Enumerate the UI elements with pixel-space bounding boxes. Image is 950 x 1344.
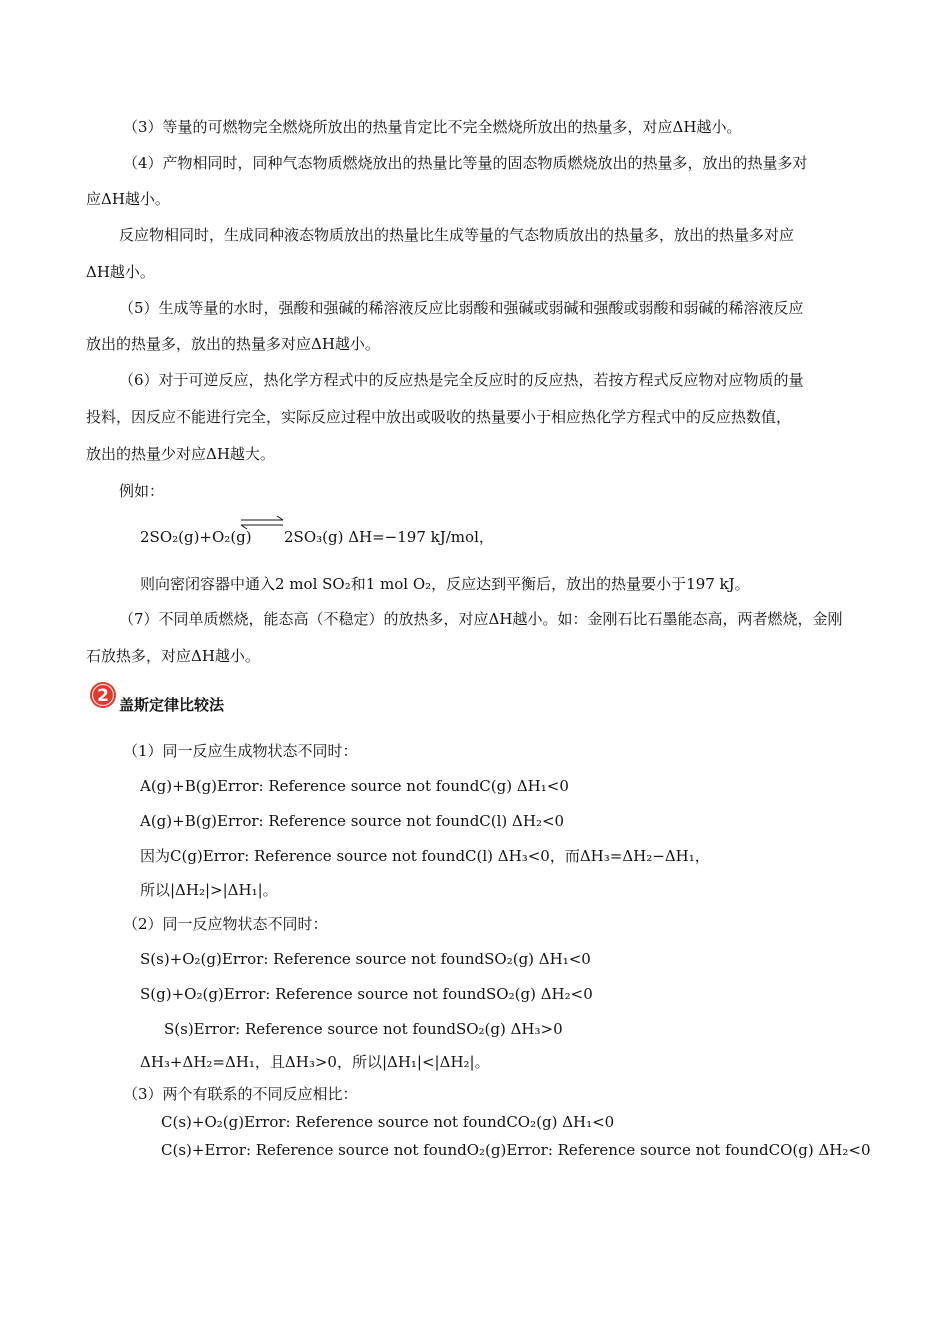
- paragraph-7-line1: （7）不同单质燃烧，能态高（不稳定）的放热多，对应ΔH越小。如：金刚石比石墨能态高，两者燃烧，金刚: [119, 610, 843, 628]
- subsection-3-title: （3）两个有联系的不同反应相比：: [123, 1085, 358, 1103]
- paragraph-5-line1: （5）生成等量的水时，强酸和强碱的稀溶液反应比弱酸和强碱或弱碱和强酸或弱酸和弱碱的稀溶液反应: [119, 299, 804, 317]
- subsection-1-title: （1）同一反应生成物状态不同时：: [123, 742, 358, 760]
- example-label: 例如：: [119, 482, 165, 500]
- badge-number: 2: [97, 686, 109, 706]
- subsection-1-equation-3: 因为C(g)Error: Reference source not foundC(l) ΔH₃<0，而ΔH₃=ΔH₂−ΔH₁，: [140, 847, 710, 865]
- paragraph-6-line2: 投料，因反应不能进行完全，实际反应过程中放出或吸收的热量要小于相应热化学方程式中的反应热数值，: [86, 408, 792, 426]
- paragraph-5-line2: 放出的热量多，放出的热量多对应ΔH越小。: [86, 335, 380, 353]
- equilibrium-note: 则向密闭容器中通入2 mol SO₂和1 mol O₂，反应达到平衡后，放出的热量要小于197 kJ。: [140, 575, 750, 593]
- paragraph-6-line1: （6）对于可逆反应，热化学方程式中的反应热是完全反应时的反应热，若按方程式反应物对应物质的量: [119, 371, 804, 389]
- subsection-1-conclusion: 所以|ΔH₂|>|ΔH₁|。: [140, 881, 278, 899]
- paragraph-3: （3）等量的可燃物完全燃烧所放出的热量肯定比不完全燃烧所放出的热量多，对应ΔH越小。: [123, 118, 742, 136]
- section-heading: 盖斯定律比较法: [119, 696, 225, 714]
- paragraph-4-line3: 反应物相同时，生成同种液态物质放出的热量比生成等量的气态物质放出的热量多，放出的热量多对应: [119, 226, 795, 244]
- subsection-2-equation-3: S(s)Error: Reference source not foundSO₂(g) ΔH₃>0: [164, 1020, 563, 1038]
- subsection-2-conclusion: ΔH₃+ΔH₂=ΔH₁，且ΔH₃>0，所以|ΔH₁|<|ΔH₂|。: [140, 1053, 490, 1071]
- paragraph-4-line1: （4）产物相同时，同种气态物质燃烧放出的热量比等量的固态物质燃烧放出的热量多，放出的热量多对: [123, 154, 808, 172]
- subsection-2-title: （2）同一反应物状态不同时：: [123, 915, 328, 933]
- equilibrium-arrow-icon: [239, 515, 285, 531]
- paragraph-6-line3: 放出的热量少对应ΔH越大。: [86, 445, 275, 463]
- equilibrium-equation-left: 2SO₂(g)+O₂(g): [140, 528, 252, 546]
- number-badge-icon: [88, 680, 118, 710]
- equilibrium-equation-right: 2SO₃(g) ΔH=−197 kJ/mol，: [284, 528, 494, 546]
- paragraph-7-line2: 石放热多，对应ΔH越小。: [86, 647, 260, 665]
- subsection-3-equation-2: C(s)+Error: Reference source not foundO₂(g)Error: Reference source not foundCO(g) ΔH₂<0: [161, 1141, 871, 1159]
- paragraph-4-line2: 应ΔH越小。: [86, 190, 170, 208]
- subsection-1-equation-2: A(g)+B(g)Error: Reference source not foundC(l) ΔH₂<0: [140, 812, 565, 830]
- paragraph-4-line4: ΔH越小。: [86, 263, 155, 281]
- subsection-3-equation-1: C(s)+O₂(g)Error: Reference source not foundCO₂(g) ΔH₁<0: [161, 1113, 615, 1131]
- subsection-2-equation-2: S(g)+O₂(g)Error: Reference source not foundSO₂(g) ΔH₂<0: [140, 985, 593, 1003]
- subsection-2-equation-1: S(s)+O₂(g)Error: Reference source not foundSO₂(g) ΔH₁<0: [140, 950, 591, 968]
- subsection-1-equation-1: A(g)+B(g)Error: Reference source not foundC(g) ΔH₁<0: [140, 777, 569, 795]
